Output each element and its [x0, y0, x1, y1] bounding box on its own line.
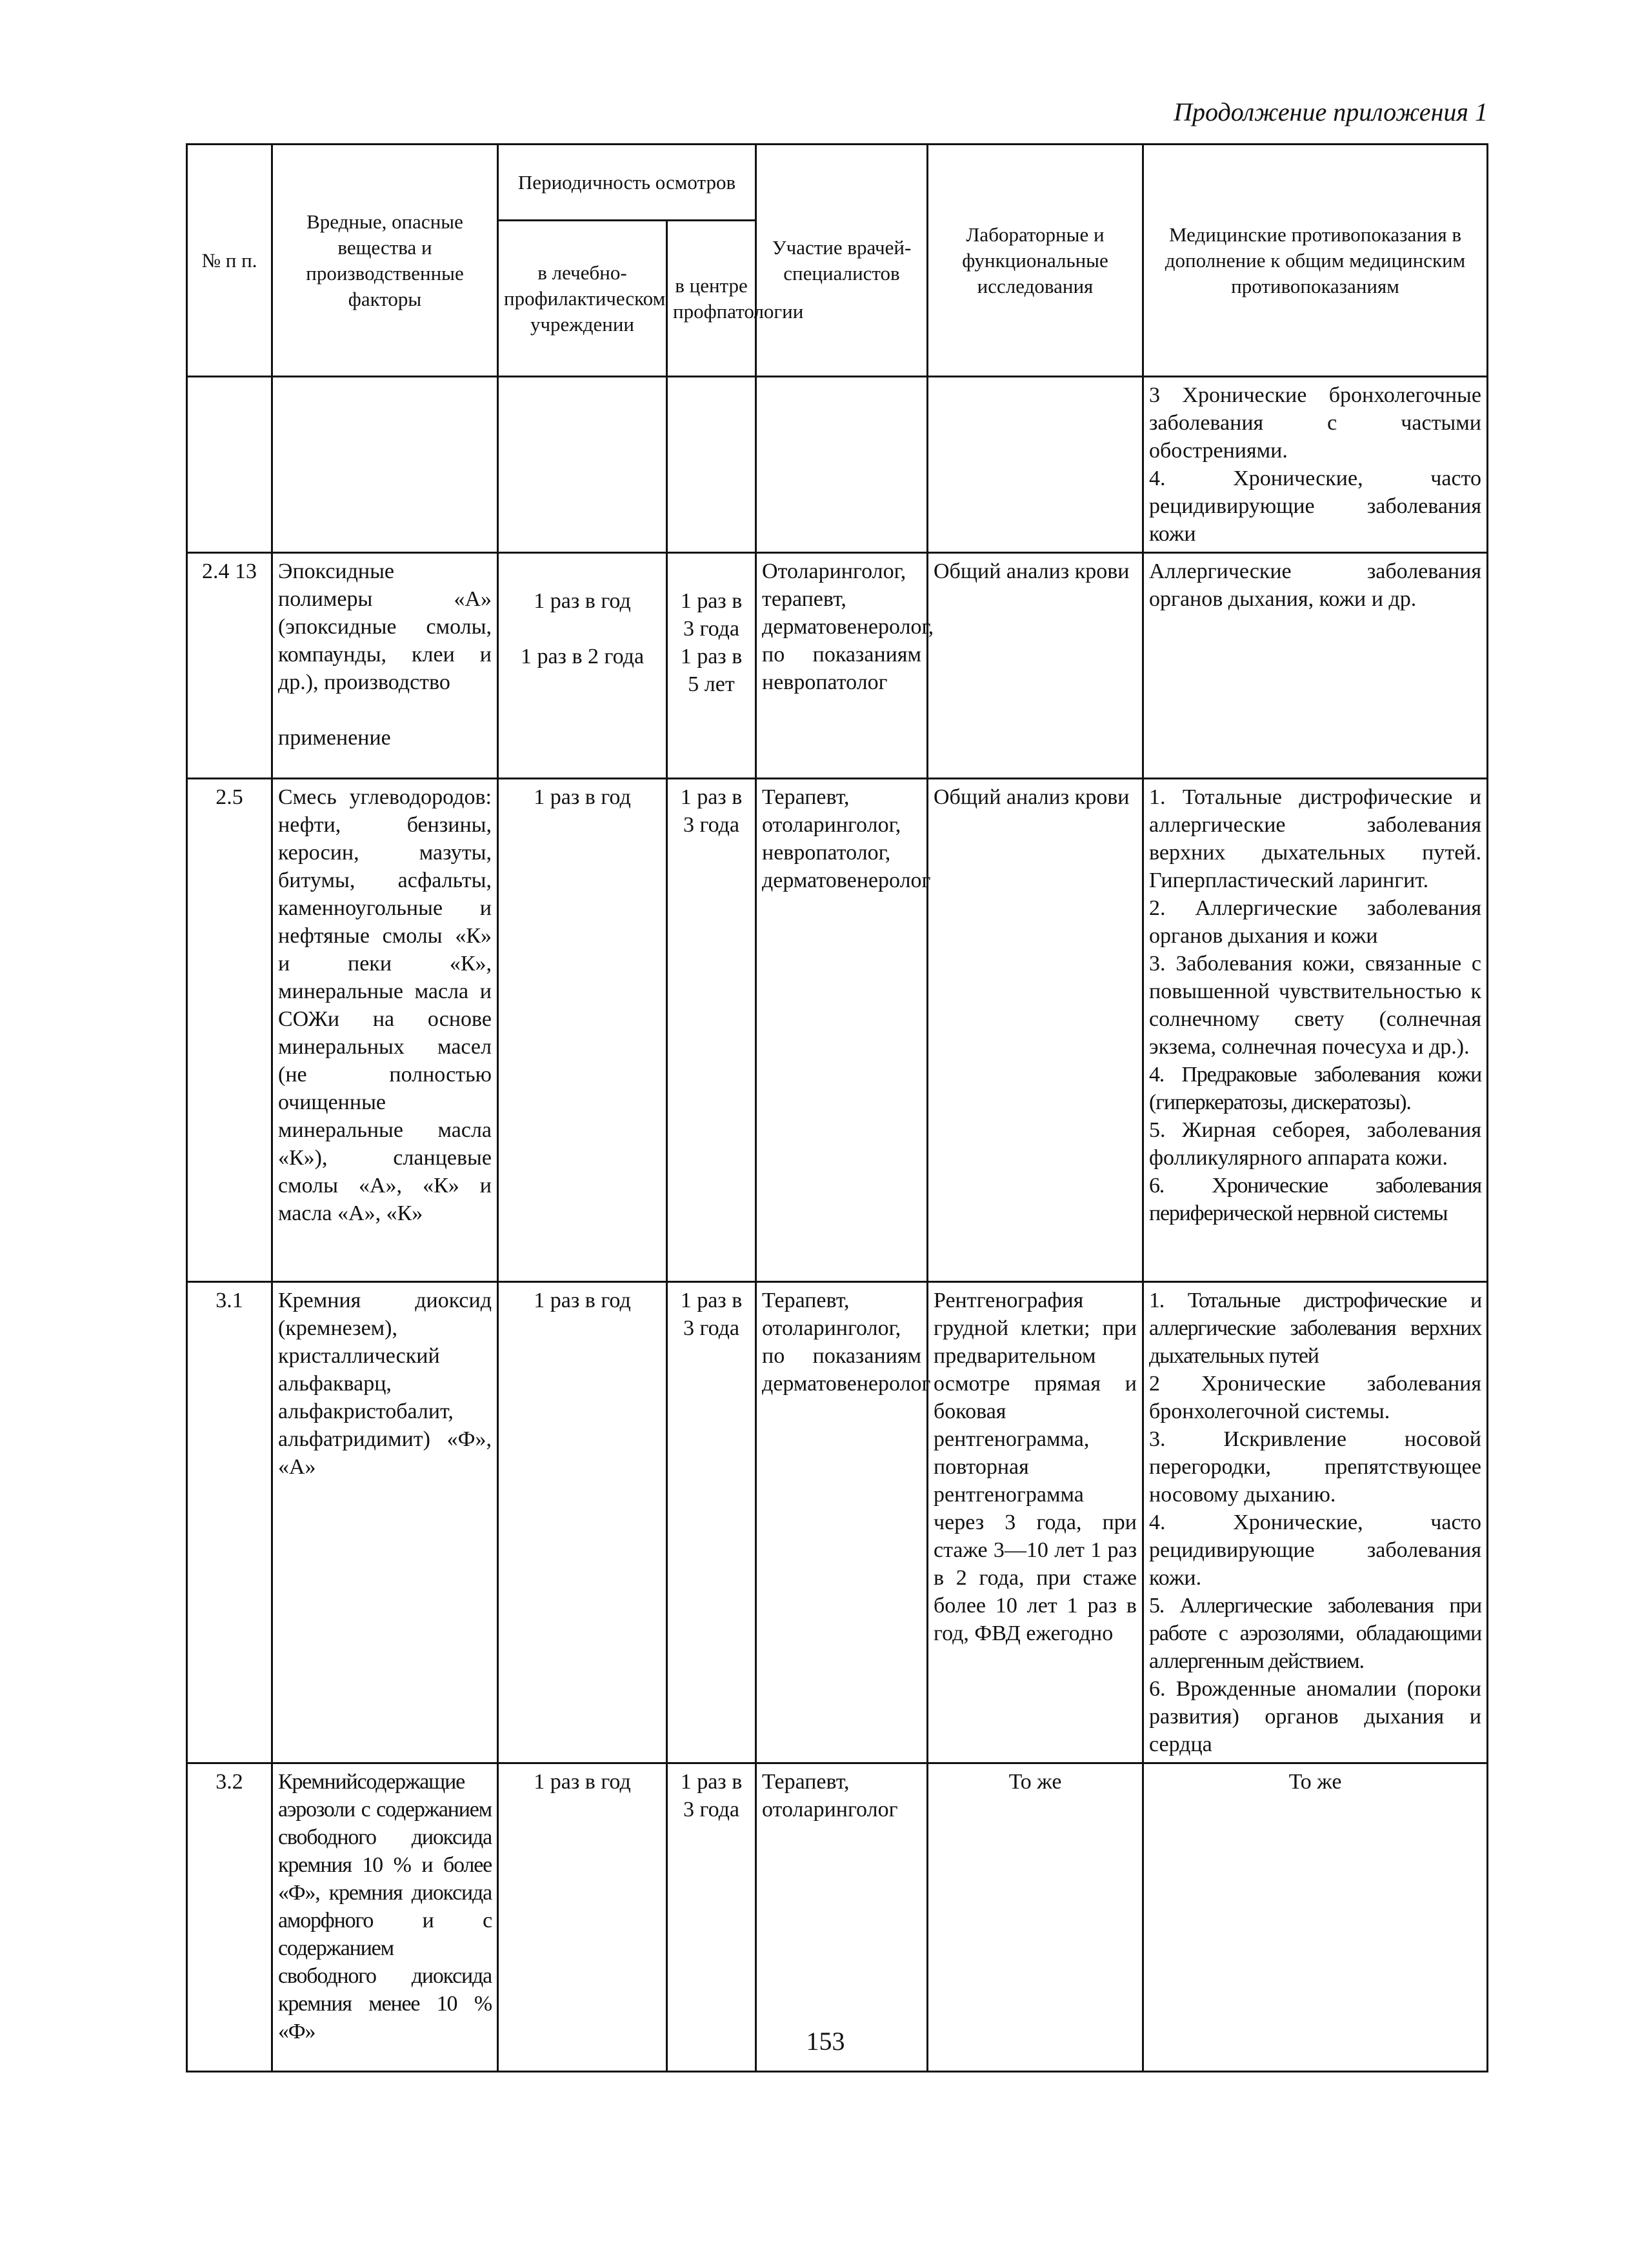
- factor-cell: Кремнийсодержащие аэрозоли с содержанием свободного диоксида кремния 10 % и более «Ф», кремния диоксида аморфного и с содержанием свободного диоксида кремния менее 10 % «Ф»: [272, 1763, 498, 2072]
- contra-cell: [1143, 1282, 1488, 1763]
- doctors-cell: Терапевт, отоларинголог: [756, 1763, 928, 2072]
- period-lpu-production: 1 раз в год: [534, 589, 631, 613]
- lab-cell: Общий анализ крови: [928, 779, 1143, 1282]
- header-period-lpu: в лечебно-профилактическом учреждении: [498, 221, 667, 377]
- contra-item: 6. Хронические заболевания периферической нервной системы: [1149, 1174, 1481, 1225]
- period-lpu-cell: 1 раз в год: [498, 1282, 667, 1763]
- period-lpu-cell: [498, 553, 667, 779]
- contra-item: 1. Тотальные дистрофические и аллергические заболевания верхних дыхательных путей: [1149, 1289, 1481, 1368]
- period-lpu-cell: 1 раз в год: [498, 779, 667, 1282]
- contra-item: 3. Заболевания кожи, связанные с повышенной чувствительностью к солнечному свету (солнечная экзема, солнечная почесуха и др.).: [1149, 952, 1481, 1059]
- lab-cell: То же: [928, 1763, 1143, 2072]
- row-number: 2.4 13: [187, 553, 272, 779]
- contra-item: 4. Хронические, часто рецидивирующие заболевания кожи.: [1149, 1510, 1481, 1590]
- contra-cell: [1143, 779, 1488, 1282]
- row-number: 3.1: [187, 1282, 272, 1763]
- contraindications-table: [186, 143, 1488, 2072]
- contra-item: 5. Жирная себорея, заболевания фолликулярного аппарата кожи.: [1149, 1118, 1481, 1170]
- header-lab: Лабораторные и функциональные исследования: [928, 145, 1143, 377]
- table-row: [187, 779, 1488, 1282]
- row-number: 2.5: [187, 779, 272, 1282]
- period-center-use: 1 раз в 5 лет: [680, 645, 743, 696]
- table-row: [187, 377, 1488, 553]
- period-center-production: 1 раз в 3 года: [680, 589, 743, 641]
- contra-item: 6. Врожденные аномалии (пороки развития) органов дыхания и сердца: [1149, 1677, 1481, 1756]
- contra-cell: То же: [1143, 1763, 1488, 2072]
- contra-item: 2 Хронические заболевания бронхолегочной системы.: [1149, 1372, 1481, 1423]
- period-center-cell: 1 раз в 3 года: [667, 779, 756, 1282]
- factor-cell: Кремния диоксид (кремнезем), кристаллический альфакварц, альфакристобалит, альфатридимит) «Ф», «А»: [272, 1282, 498, 1763]
- page-number: 153: [806, 2027, 845, 2056]
- contra-item: 4. Предраковые заболевания кожи (гиперкератозы, дискератозы).: [1149, 1063, 1481, 1114]
- factor-text: Эпоксидные полимеры «А» (эпоксидные смолы, компаунды, клеи и др.), производство: [278, 559, 492, 694]
- period-center-cell: [667, 553, 756, 779]
- table-row: [187, 1282, 1488, 1763]
- contra-cell: Аллергические заболевания органов дыхания, кожи и др.: [1143, 553, 1488, 779]
- table-row: [187, 1763, 1488, 2072]
- header-num: № п п.: [187, 145, 272, 377]
- contra-item: 4. Хронические, часто рецидивирующие заболевания кожи: [1149, 467, 1481, 546]
- period-center-cell: 1 раз в 3 года: [667, 1763, 756, 2072]
- period-center-cell: 1 раз в 3 года: [667, 1282, 756, 1763]
- header-factors: Вредные, опасные вещества и производственные факторы: [272, 145, 498, 377]
- table-row: [187, 553, 1488, 779]
- contra-item: 2. Аллергические заболевания органов дыхания и кожи: [1149, 896, 1481, 948]
- period-lpu-use: 1 раз в 2 года: [520, 645, 645, 668]
- contra-item: 5. Аллергические заболевания при работе с аэрозолями, обладающими аллергенным действием.: [1149, 1594, 1481, 1673]
- lab-cell: Рентгенография грудной клетки; при предварительном осмотре прямая и боковая рентгенограмма, повторная рентгенограмма через 3 года, при стаже 3—10 лет 1 раз в 2 года, при стаже более 10 лет 1 раз в год, ФВД ежегодно: [928, 1282, 1143, 1763]
- header-period-center: в центре профпатологии: [667, 221, 756, 377]
- doctors-cell: Отоларинголог, терапевт, дерматовенеролог, по показаниям невропатолог: [756, 553, 928, 779]
- header-contraindications: Медицинские противопоказания в дополнение к общим медицинским противопоказаниям: [1143, 145, 1488, 377]
- contra-item: 1. Тотальные дистрофические и аллергические заболевания верхних дыхательных путей. Гиперпластический ларингит.: [1149, 785, 1481, 892]
- contra-item: 3. Искривление носовой перегородки, препятствующее носовому дыханию.: [1149, 1427, 1481, 1507]
- factor-cell: [272, 553, 498, 779]
- header-periodicity: Периодичность осмотров: [498, 145, 756, 221]
- factor-use-text: применение: [278, 726, 391, 750]
- row-number: 3.2: [187, 1763, 272, 2072]
- doctors-cell: Терапевт, отоларинголог, по показаниям дерматовенеролог: [756, 1282, 928, 1763]
- contra-item: 3 Хронические бронхолегочные заболевания с частыми обострениями.: [1149, 383, 1481, 463]
- header-doctors: Участие врачей-специалистов: [756, 145, 928, 377]
- period-lpu-cell: 1 раз в год: [498, 1763, 667, 2072]
- doctors-cell: Терапевт, отоларинголог, невропатолог, дерматовенеролог: [756, 779, 928, 1282]
- continuation-caption: Продолжение приложения 1: [1174, 97, 1488, 126]
- lab-cell: Общий анализ крови: [928, 553, 1143, 779]
- contra-cell: [1143, 377, 1488, 553]
- factor-cell: Смесь углеводородов: нефти, бензины, керосин, мазуты, битумы, асфальты, каменноугольные и нефтяные смолы «К» и пеки «К», минеральные масла и СОЖи на основе минеральных масел (не полностью очищенные минеральные масла «К»), сланцевые смолы «А», «К» и масла «А», «К»: [272, 779, 498, 1282]
